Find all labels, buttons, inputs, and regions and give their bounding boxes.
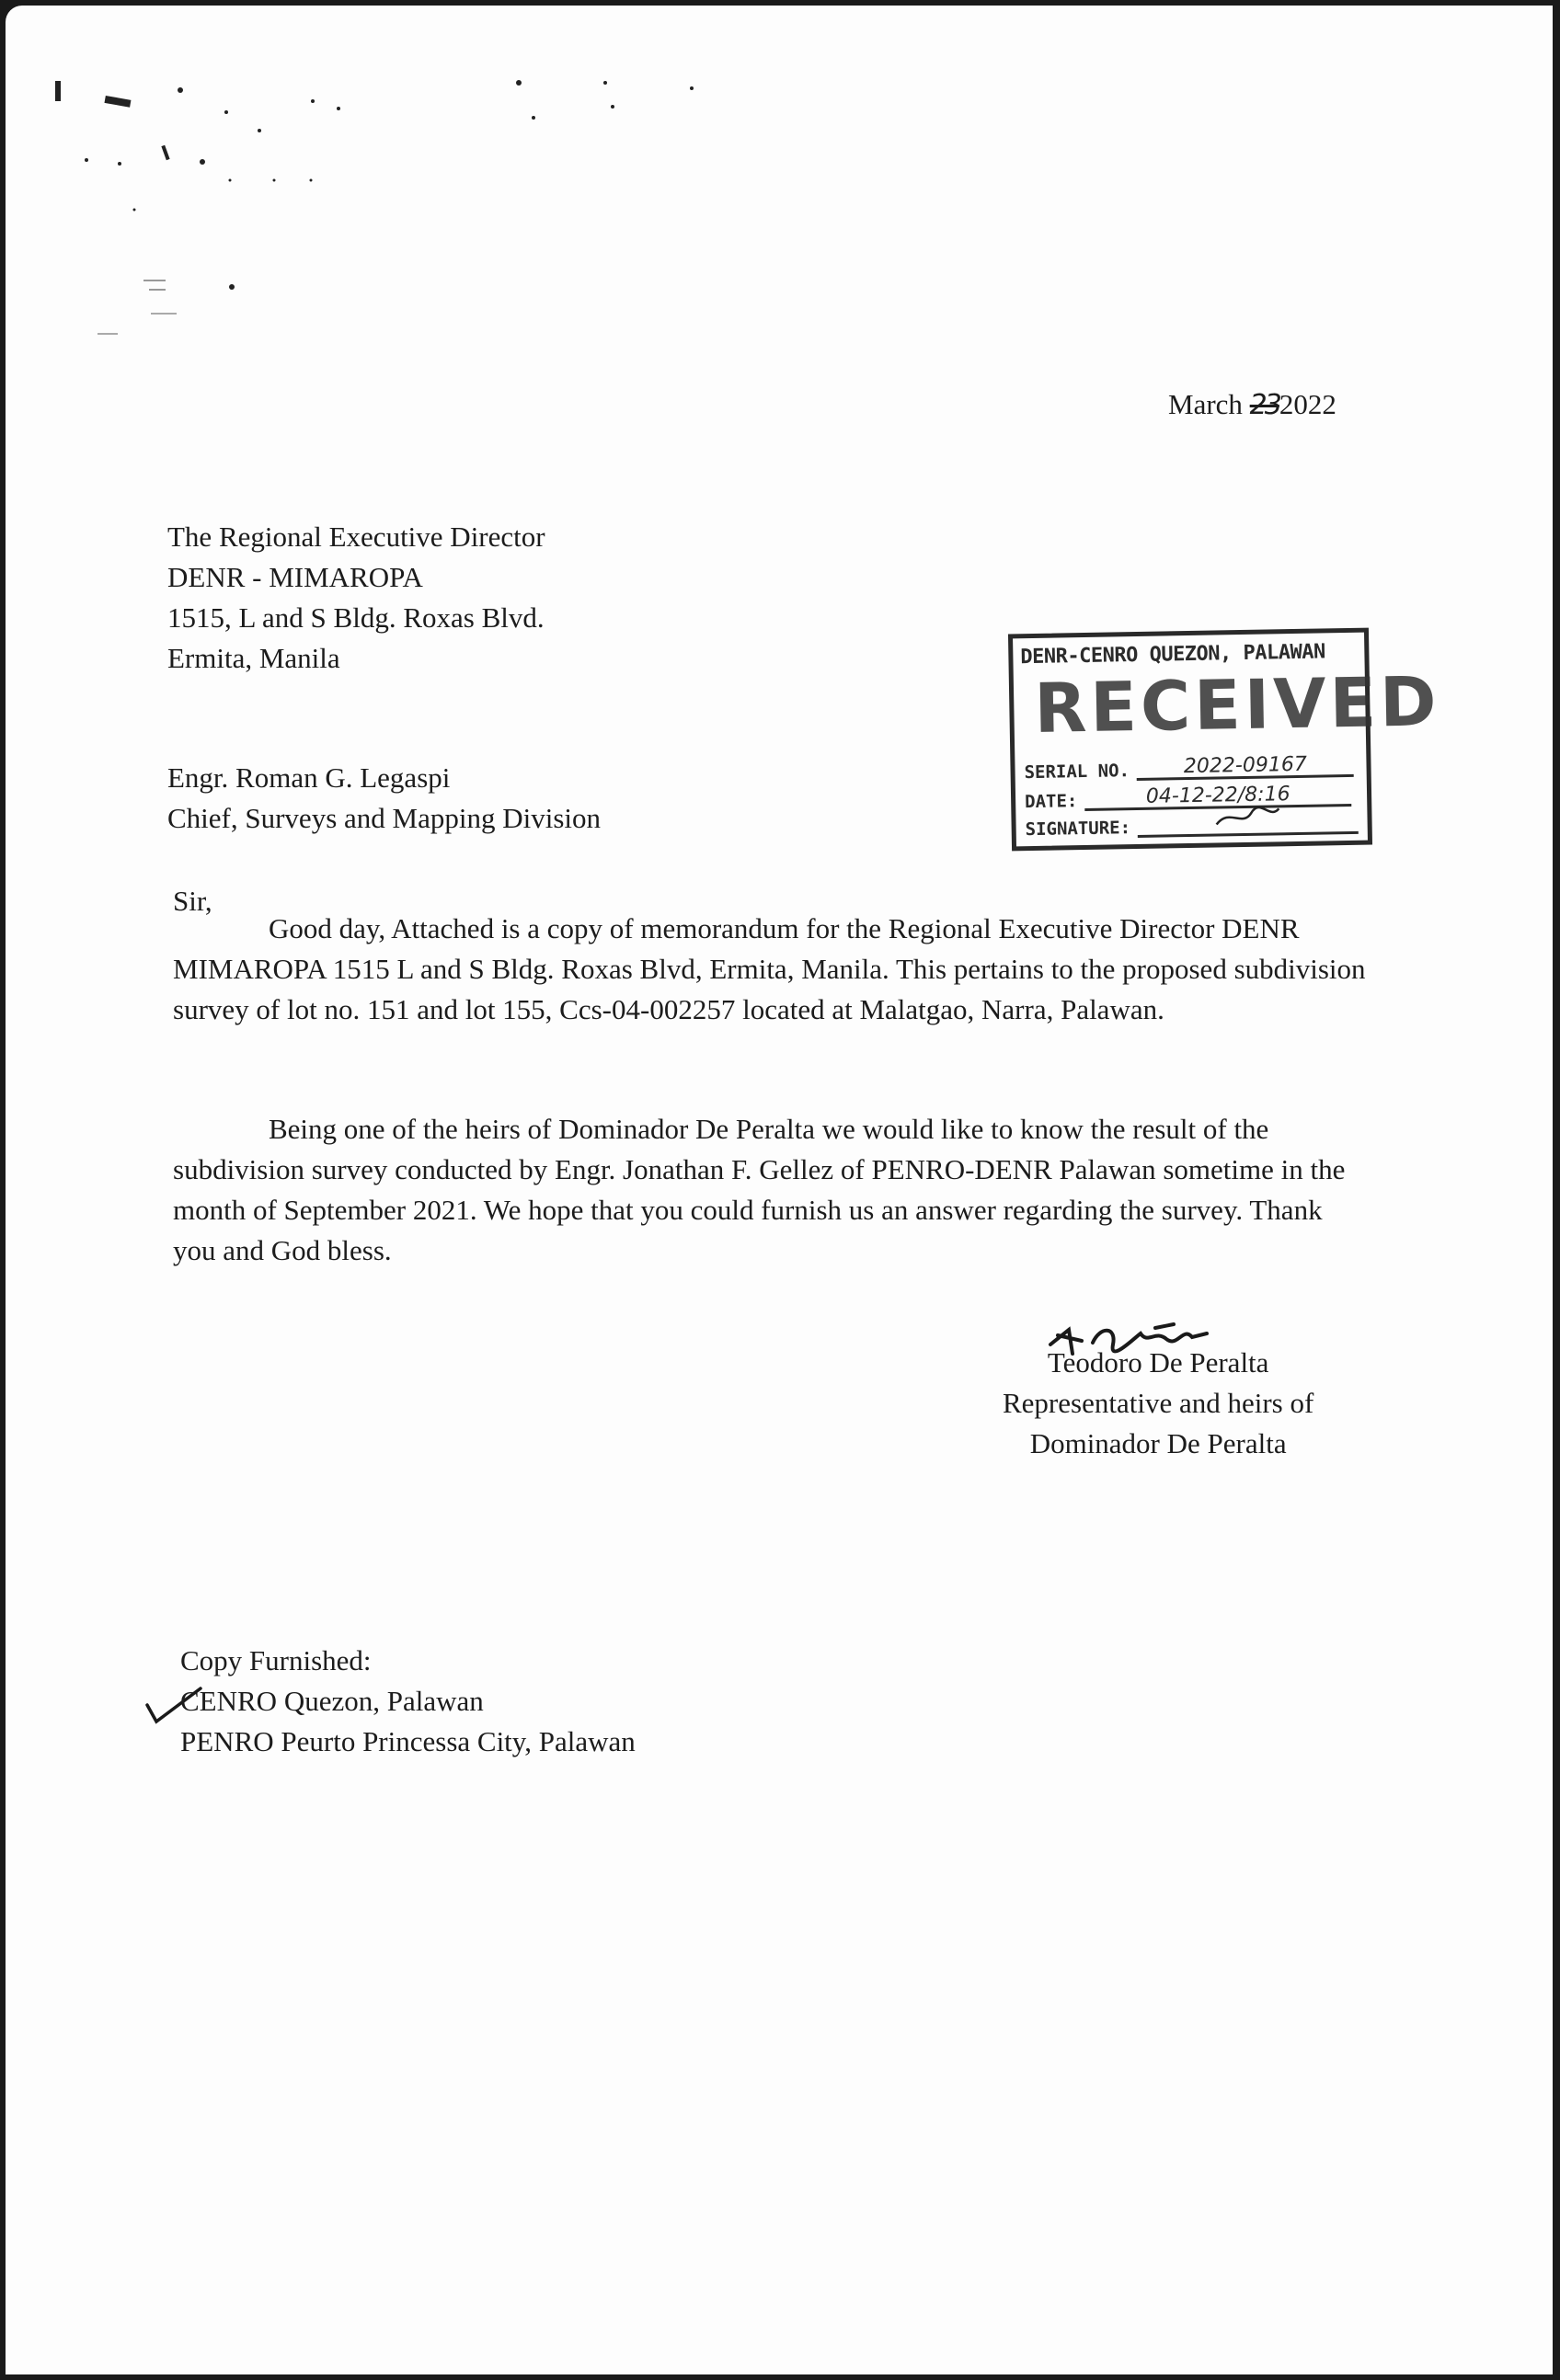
copy-furnished-block: [180, 1641, 636, 1762]
stamp-serial-label: SERIAL NO.: [1024, 761, 1130, 784]
copy-furnished-item: PENRO Peurto Princessa City, Palawan: [180, 1725, 636, 1757]
date-day-handwritten: 23: [1249, 389, 1279, 421]
stamp-date-label: DATE:: [1024, 791, 1078, 813]
stamp-status: RECEIVED: [1033, 662, 1441, 749]
signer-name: Teodoro De Peralta: [1047, 1346, 1269, 1379]
stamp-serial-value: 2022-09167: [1137, 754, 1354, 781]
stamp-office: DENR-CENRO QUEZON, PALAWAN: [1020, 640, 1325, 669]
address-line: 1515, L and S Bldg. Roxas Blvd.: [167, 601, 545, 634]
stamp-signature-field: [1138, 813, 1359, 838]
stamp-signature-scribble-icon: [1211, 803, 1285, 830]
paragraph-1-text: Good day, Attached is a copy of memorandum for the Regional Executive Director DENR MIMAROPA 1515 L and S Bldg. Roxas Blvd, Ermita, Manila. This pertains to the proposed subdivision survey of lot no. 151 and lot 155, Ccs-04-002257 located at Malatgao, Narra, Palawan.: [173, 912, 1366, 1025]
scanned-letter-page: [6, 6, 1553, 2374]
recipient-name: Engr. Roman G. Legaspi: [167, 761, 451, 794]
date-month: March: [1168, 388, 1250, 420]
received-stamp: [1008, 628, 1441, 852]
signature-block: [1003, 1343, 1313, 1464]
address-line: Ermita, Manila: [167, 642, 340, 674]
date-year: 2022: [1279, 388, 1336, 420]
attention-block: [167, 758, 601, 839]
stamp-date-row: [1025, 784, 1352, 812]
salutation: Sir,: [173, 885, 212, 917]
letter-date: [1168, 384, 1336, 426]
stamp-serial-row: [1024, 754, 1354, 783]
recipient-title: Chief, Surveys and Mapping Division: [167, 802, 601, 834]
signer-role: Representative and heirs of: [1003, 1387, 1314, 1419]
copy-furnished-label: Copy Furnished:: [180, 1644, 372, 1676]
address-line: DENR - MIMAROPA: [167, 561, 423, 593]
stamp-signature-row: [1025, 813, 1359, 840]
stamp-signature-label: SIGNATURE:: [1025, 818, 1131, 841]
copy-furnished-item: CENRO Quezon, Palawan: [180, 1685, 484, 1717]
inside-address: [167, 517, 545, 679]
paragraph-2-text: Being one of the heirs of Dominador De Peralta we would like to know the result of the subdivision survey conducted by Engr. Jonathan F. Gellez of PENRO-DENR Palawan sometime in the month of September 2021. We hope that you could furnish us an answer regarding the survey. Thank you and God bless.: [173, 1113, 1346, 1266]
scan-noise-specks: [6, 6, 833, 373]
body-paragraph-2: [173, 1109, 1369, 1271]
body-paragraph-1: [173, 909, 1369, 1030]
stamp-date-value: 04-12-22/8:16: [1084, 784, 1351, 811]
signer-principal: Dominador De Peralta: [1029, 1427, 1287, 1459]
address-line: The Regional Executive Director: [167, 521, 545, 553]
